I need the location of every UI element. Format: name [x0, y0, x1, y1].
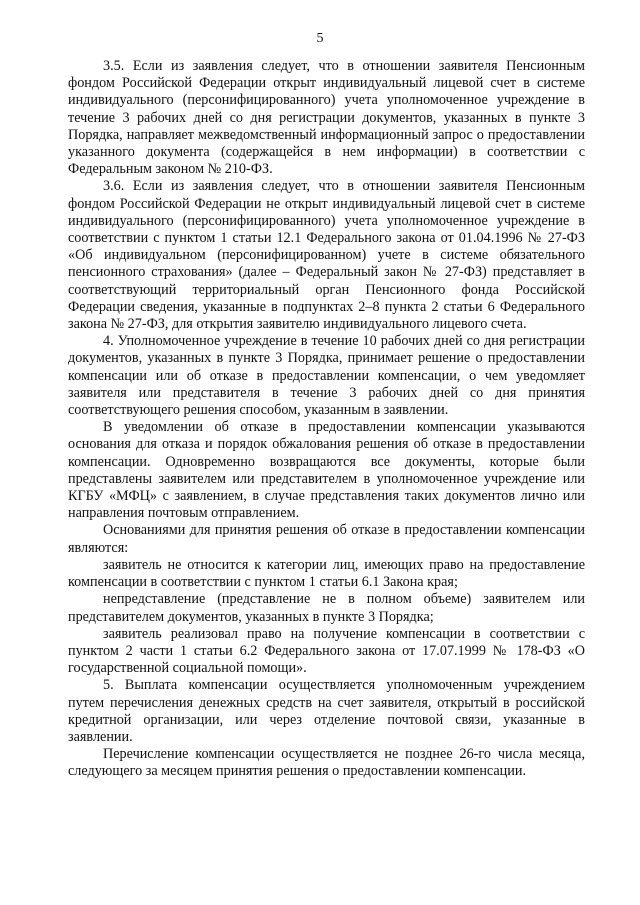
refusal-ground-item: заявитель реализовал право на получение компенсации в соответствии с пунктом 2 части 1 статьи 6.2 Федерального закона от 17.07.1999 № 178-ФЗ «О государственной социальной помощи».	[68, 625, 585, 677]
paragraph-refusal-grounds: Основаниями для принятия решения об отказе в предоставлении компенсации являются:	[68, 522, 585, 556]
paragraph-3-5: 3.5. Если из заявления следует, что в отношении заявителя Пенсионным фондом Российской Федерации открыт индивидуальный лицевой счет в системе индивидуального (персонифицированного) учета уполномоченное учреждение в течение 3 рабочих дней со дня регистрации документов, указанных в пункте 3 Порядка, направляет межведомственный информационный запрос о предоставлении указанного документа (содержащейся в нем информации) в соответствии с Федеральным законом № 210-ФЗ.	[68, 58, 585, 178]
refusal-ground-item: непредставление (представление не в полном объеме) заявителем или представителем документов, указанных в пункте 3 Порядка;	[68, 591, 585, 625]
document-body	[68, 58, 585, 781]
paragraph-3-6: 3.6. Если из заявления следует, что в отношении заявителя Пенсионным фондом Российской Федерации не открыт индивидуальный лицевой счет в системе индивидуального (персонифицированного) учета уполномоченное учреждение в соответствии с пунктом 1 статьи 12.1 Федерального закона от 01.04.1996 № 27-ФЗ «Об индивидуальном (персонифицированном) учете в системе обязательного пенсионного страхования» (далее – Федеральный закон № 27-ФЗ) представляет в соответствующий территориальный орган Пенсионного фонда Российской Федерации сведения, указанные в подпунктах 2–8 пункта 2 статьи 6 Федерального закона № 27-ФЗ, для открытия заявителю индивидуального лицевого счета.	[68, 178, 585, 333]
refusal-ground-item: заявитель не относится к категории лиц, имеющих право на предоставление компенсации в соответствии с пунктом 1 статьи 6.1 Закона края;	[68, 556, 585, 591]
paragraph-refusal-notice: В уведомлении об отказе в предоставлении компенсации указываются основания для отказа и порядок обжалования решения об отказе в предоставлении компенсации. Одновременно возвращаются все документы, которые были представлены заявителем или представителем в уполномоченное учреждение или КГБУ «МФЦ» с заявлением, в случае представления таких документов лично или направления почтовым отправлением.	[68, 419, 585, 522]
paragraph-payment-deadline: Перечисление компенсации осуществляется не позднее 26-го числа месяца, следующего за месяцем принятия решения о предоставлении компенсации.	[68, 746, 585, 780]
page-number: 5	[316, 31, 324, 46]
paragraph-4: 4. Уполномоченное учреждение в течение 10 рабочих дней со дня регистрации документов, указанных в пункте 3 Порядка, принимает решение о предоставлении компенсации или об отказе в предоставлении компенсации, о чем уведомляет заявителя или представителя в течение 3 рабочих дней со дня принятия соответствующего решения способом, указанным в заявлении.	[68, 333, 585, 419]
paragraph-5: 5. Выплата компенсации осуществляется уполномоченным учреждением путем перечисления денежных средств на счет заявителя, открытый в российской кредитной организации, или через отделение почтовой связи, указанные в заявлении.	[68, 677, 585, 745]
